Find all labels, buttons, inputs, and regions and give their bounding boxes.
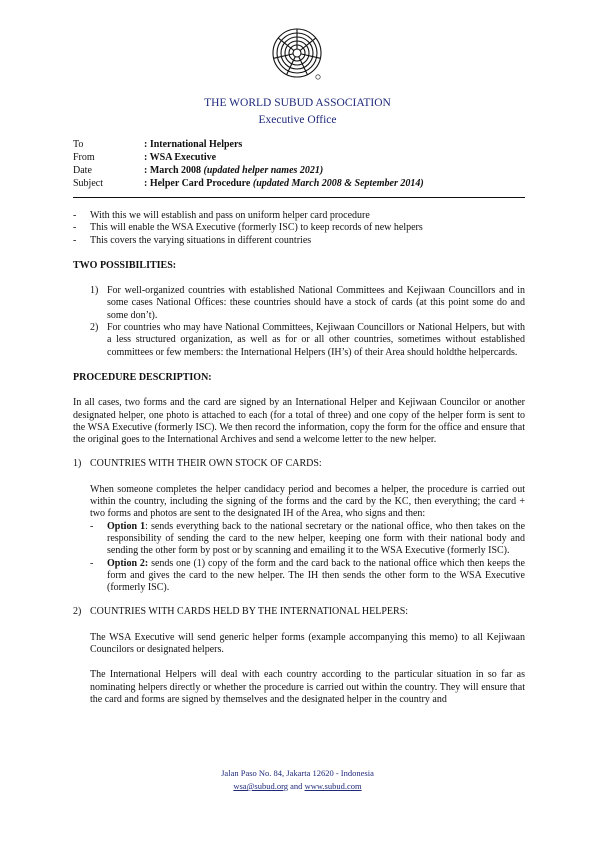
memo-to-row <box>73 138 424 151</box>
section-2-title: 2) COUNTRIES WITH CARDS HELD BY THE INTERNATIONAL HELPERS: <box>73 606 409 618</box>
to-label: To <box>73 139 84 150</box>
subud-logo-icon <box>266 28 328 82</box>
procedure-heading: PROCEDURE DESCRIPTION: <box>73 371 212 383</box>
intro-bullet: - This covers the varying situations in different countries <box>73 234 312 246</box>
header-divider <box>73 197 525 198</box>
memo-from-row <box>73 151 424 164</box>
intro-bullet: - With this we will establish and pass on uniform helper card procedure <box>73 210 370 221</box>
from-label: From <box>73 152 95 163</box>
section-2-text-1: The WSA Executive will send generic helper forms (example accompanying this memo) to all Kejiwaan Councilors or designated helpers. <box>90 631 525 656</box>
footer-contacts: wsa@subud.org and www.subud.com <box>233 781 362 791</box>
intro-bullet: - This will enable the WSA Executive (formerly ISC) to keep records of new helpers <box>73 222 423 234</box>
office-name: Executive Office <box>258 114 337 126</box>
list-item: 2) For countries who may have National Committees, Kejiwaan Councillors or National Helpers, but with a less structured organization, as well as for or all other countries, sometimes without established committees or few members: the International Helpers (IH’s) of their Area should holdthe helpercards. <box>90 322 525 358</box>
two-possibilities-heading: TWO POSSIBILITIES: <box>73 259 177 271</box>
memo-subject-row <box>73 177 424 190</box>
subject-label: Subject <box>73 178 103 189</box>
section-1-text: When someone completes the helper candidacy period and becomes a helper, the procedure is carried out within the country, including the signing of the forms and the card by the KC, then everything; the card + two forms and photos are sent to the designated IH of the Area, who signs and then: <box>90 483 525 520</box>
section-2-text-2: The International Helpers will deal with each country according to the particular situation in so far as nominating helpers directly or whether the procedure is carried out within the country. They will ensure that the card and forms are signed by themselves and the designated helper in the country and <box>90 669 525 705</box>
possibilities-list <box>90 285 525 359</box>
email-link[interactable]: wsa@subud.org <box>233 781 289 791</box>
date-label: Date <box>73 165 92 176</box>
footer-address: Jalan Paso No. 84, Jakarta 12620 - Indonesia <box>221 768 374 778</box>
date-note: (updated helper names 2021) <box>203 165 324 176</box>
option-1: - Option 1: sends everything back to the national secretary or the national office, who then takes on the responsibility of sending the card to the new helper, keeping one form with their national body and sending the other form by post or by scanning and emailing it to the WSA Executive (formerly ISC). <box>90 520 526 557</box>
section-1-title: 1) COUNTRIES WITH THEIR OWN STOCK OF CARDS: <box>73 458 322 470</box>
to-value: : International Helpers <box>144 139 243 150</box>
option-2: - Option 2: sends one (1) copy of the form and the card back to the national office which then keeps the form and gives the card to the new helper. The IH then sends the other form to the WSA Executive (formerly ISC). <box>90 557 525 594</box>
website-link[interactable]: www.subud.com <box>304 781 362 791</box>
memo-body <box>73 210 525 706</box>
date-value: : March 2008 <box>144 165 202 176</box>
from-value: : WSA Executive <box>144 152 217 163</box>
procedure-intro: In all cases, two forms and the card are signed by an International Helper and Kejiwaan Councilor or another designated helper, one photo is attached to each (for a total of three) and one copy of the helper form is sent to the WSA Executive (formerly ISC). We then record the information, copy the form for the office and ensure that the original goes to the International Archives and send a welcome letter to the new helper. <box>73 397 525 446</box>
memo-header <box>73 138 424 190</box>
list-item: 1) For well-organized countries with established National Committees and Kejiwaan Councillors and in some cases National Offices: these countries should have a stock of cards (at this point some do and some don’t). <box>90 285 525 321</box>
memo-date-row <box>73 164 424 177</box>
subject-note: (updated March 2008 & September 2014) <box>252 178 424 189</box>
subject-value: : Helper Card Procedure <box>144 178 251 189</box>
org-name: THE WORLD SUBUD ASSOCIATION <box>204 97 391 109</box>
